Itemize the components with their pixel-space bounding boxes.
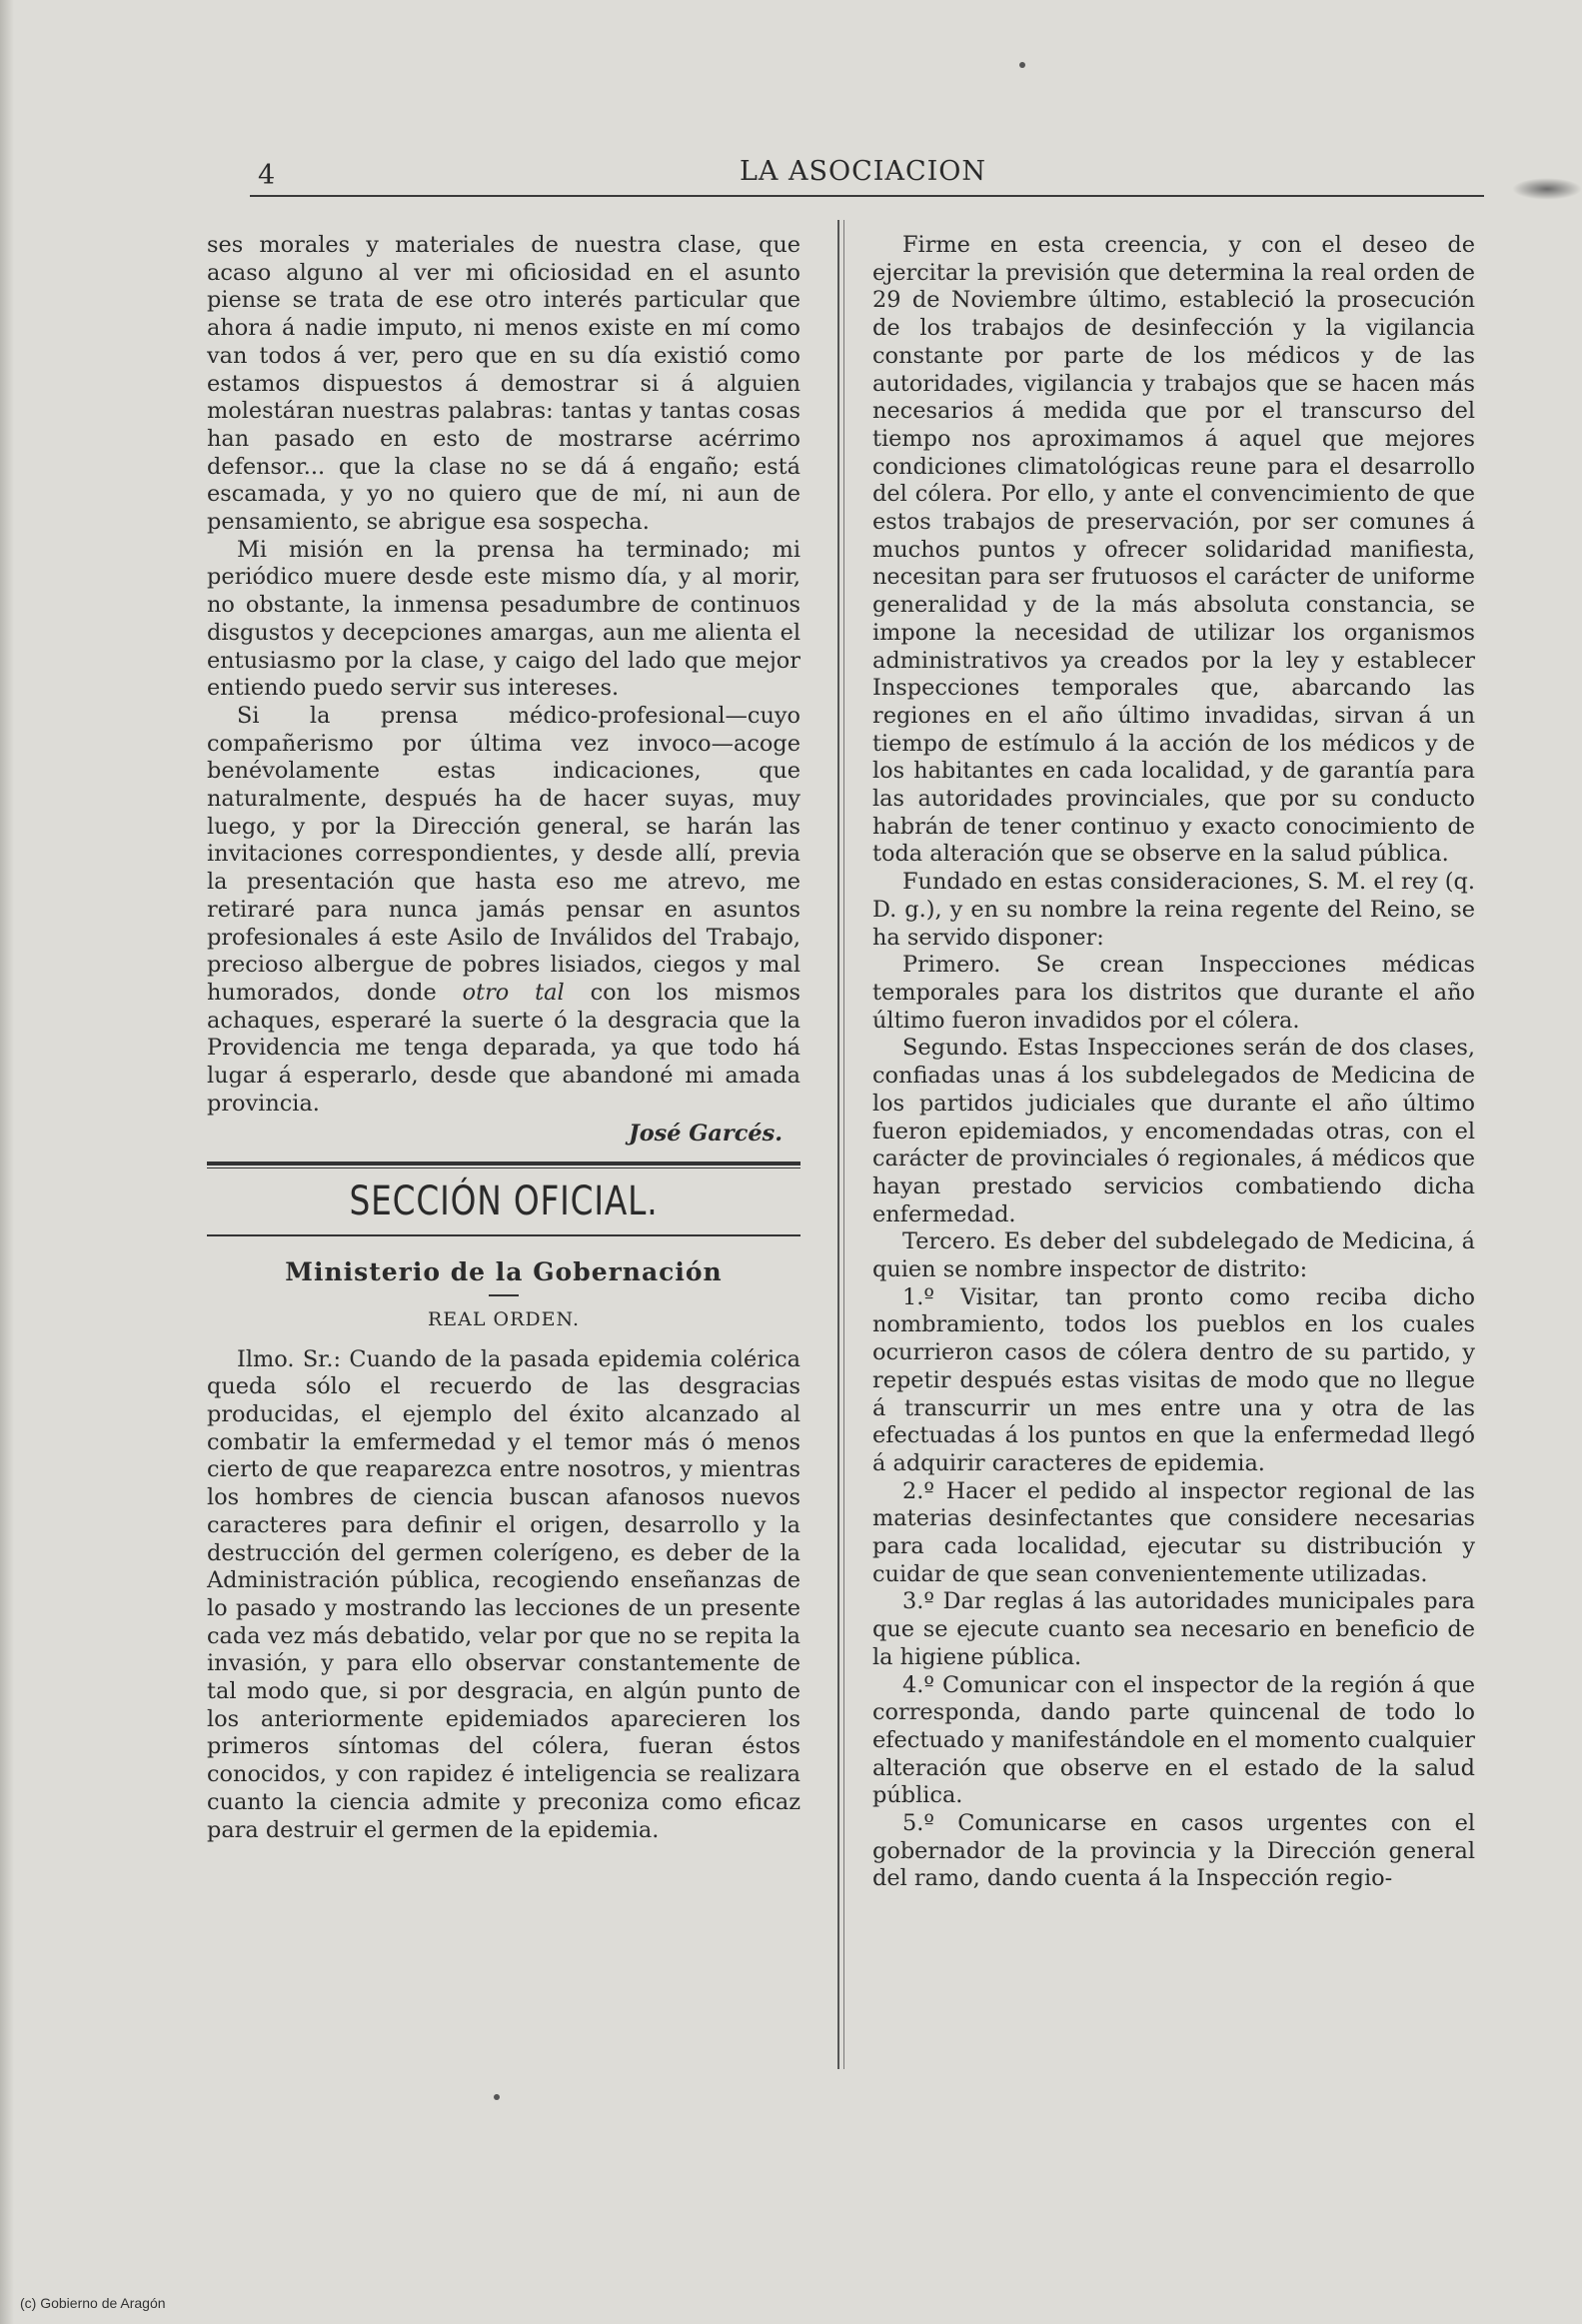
scan-edge-shadow xyxy=(0,0,14,2324)
speck xyxy=(494,2094,500,2100)
section-rule xyxy=(207,1167,800,1168)
paragraph: Fundado en estas consideraciones, S. M. el rey (q. D. g.), y en su nombre la reina regente del Reino, se ha servido disponer: xyxy=(872,869,1475,951)
running-head: LA ASOCIACION xyxy=(740,156,987,187)
ink-smudge xyxy=(1512,178,1582,200)
paragraph: 3.º Dar reglas á las autoridades municipales para que se ejecute cuanto sea necesario en beneficio de la higiene pública. xyxy=(872,1588,1475,1670)
author-signature: José Garcés. xyxy=(629,1120,783,1147)
page-number: 4 xyxy=(258,160,276,191)
header-rule xyxy=(250,195,1484,197)
right-column xyxy=(872,232,1475,1893)
paragraph: Segundo. Estas Inspecciones serán de dos clases, confiadas unas á los subdelegados de Medicina de los partidos judiciales que durante el año último fueron epidemiados, y encomendadas otras, con el carácter de provinciales ó regionales, á médicos que hayan prestado servicios combatiendo dicha enfermedad. xyxy=(872,1035,1475,1227)
section-rule xyxy=(207,1162,800,1165)
column-divider xyxy=(843,220,844,2069)
ministry-heading: Ministerio de la Gobernación xyxy=(285,1257,723,1287)
section-rule xyxy=(207,1234,800,1236)
speck xyxy=(1019,62,1025,68)
paragraph: 1.º Visitar, tan pronto como reciba dicho nombramiento, todos los pueblos en los cuales ocurrieron casos de cólera dentro de su partido, y repetir después estas visitas de modo que no llegue á transcurrir un mes entre una y otra de las efectuadas á los puntos en que la enfermedad llegó á adquirir caracteres de epidemia. xyxy=(872,1283,1475,1476)
paragraph: 5.º Comunicarse en casos urgentes con el gobernador de la provincia y la Dirección general del ramo, dando cuenta á la Inspección regio- xyxy=(872,1810,1475,1892)
copyright-notice: (c) Gobierno de Aragón xyxy=(20,2295,166,2311)
paragraph xyxy=(207,703,800,1119)
paragraph: ses morales y materiales de nuestra clase, que acaso alguno al ver mi oficiosidad en el asunto piense se trata de ese otro interés particular que ahora á nadie imputo, ni menos existe en mí como van todos á ver, pero que en su día existió como estamos dispuestos á demostrar si á alguien molestáran nuestras palabras: tantas y tantas cosas han pasado en esto de mostrarse acérrimo defensor... que la clase no se dá á engaño; está escamada, y yo no quiero que de mí, ni aun de pensamiento, se abrigue esa sospecha. xyxy=(207,232,800,536)
italic-phrase: otro tal xyxy=(462,979,565,1006)
paragraph: Tercero. Es deber del subdelegado de Medicina, á quien se nombre inspector de distrito: xyxy=(872,1228,1475,1283)
paragraph: Ilmo. Sr.: Cuando de la pasada epidemia colérica queda sólo el recuerdo de las desgracias producidas, el ejemplo del éxito alcanzado al combatir la emfermedad y el temor más ó menos cierto de que reaparezca entre nosotros, y mientras los hombres de ciencia buscan afanosos nuevos caracteres para definir el origen, desarrollo y la destrucción del germen colerígeno, es deber de la Administración pública, recogiendo enseñanzas de lo pasado y mostrando las lecciones de un presente cada vez más debatido, velar por que no se repita la invasión, y para ello observar constantemente de tal modo que, si por desgracia, en algún punto de los anteriormente epidemiados aparecieren los primeros síntomas del cólera, fueran éstos conocidos, y con rapidez é inteligencia se realizara cuanto la ciencia admite y preconiza como eficaz para destruir el germen de la epidemia. xyxy=(207,1345,800,1843)
left-column xyxy=(207,232,800,1844)
paragraph: Primero. Se crean Inspecciones médicas temporales para los distritos que durante el año último fueron invadidos por el cólera. xyxy=(872,952,1475,1034)
paragraph: 4.º Comunicar con el inspector de la región á que corresponda, dando parte quincenal de todo lo efectuado y manifestándole en el momento cualquier alteración que observe en el estado de la salud pública. xyxy=(872,1671,1475,1809)
paragraph-text: con los mismos achaques, esperaré la suerte ó la desgracia que la Providencia me tenga deparada, ya que todo há lugar á esperarlo, desde que abandoné mi amada provincia. xyxy=(207,979,800,1117)
paragraph: Mi misión en la prensa ha terminado; mi periódico muere desde este mismo día, y al morir, no obstante, la inmensa pesadumbre de continuos disgustos y decepciones amargas, aun me alienta el entusiasmo por la clase, y caigo del lado que mejor entiendo puedo servir sus intereses. xyxy=(207,536,800,702)
paragraph: 2.º Hacer el pedido al inspector regional de las materias desinfectantes que considere necesarias para cada localidad, ejecutar su distribución y cuidar de que sean convenientemente utilizadas. xyxy=(872,1477,1475,1587)
section-title: SECCIÓN OFICIAL. xyxy=(349,1178,659,1225)
subheading: REAL ORDEN. xyxy=(428,1307,580,1330)
paragraph-text: Si la prensa médico-profesional—cuyo compañerismo por última vez invoco—acoge benévolamente estas indicaciones, que naturalmente, después ha de hacer suyas, muy luego, y por la Dirección general, se harán las invitaciones correspondientes, y desde allí, previa la presentación que hasta eso me atrevo, me retiraré para nunca jamás pensar en asuntos profesionales á este Asilo de Inválidos del Trabajo, precioso albergue de pobres lisiados, ciegos y mal humorados, donde xyxy=(207,702,800,1006)
short-rule xyxy=(489,1294,519,1296)
paragraph: Firme en esta creencia, y con el deseo de ejercitar la previsión que determina la real orden de 29 de Noviembre último, estableció la prosecución de los trabajos de desinfección y la vigilancia constante por parte de los médicos y de las autoridades, vigilancia y trabajos que se hacen más necesarios á medida que por el transcurso del tiempo nos aproximamos á aquel que mejores condiciones climatológicas reune para el desarrollo del cólera. Por ello, y ante el convencimiento de que estos trabajos de preservación, por ser comunes á muchos puntos y ofrecer solidaridad manifiesta, necesitan para ser frutuosos el carácter de uniforme generalidad y de la más absoluta constancia, se impone la necesidad de utilizar los organismos administrativos ya creados por la ley y establecer Inspecciones temporales que, abarcando las regiones en el año último invadidas, sirvan á un tiempo de estímulo á la acción de los médicos y de los habitantes en cada localidad, y de garantía para las autoridades provinciales, que por su conducto habrán de tener continuo y exacto conocimiento de toda alteración que se observe en la salud pública. xyxy=(872,232,1475,868)
column-divider xyxy=(837,220,839,2069)
